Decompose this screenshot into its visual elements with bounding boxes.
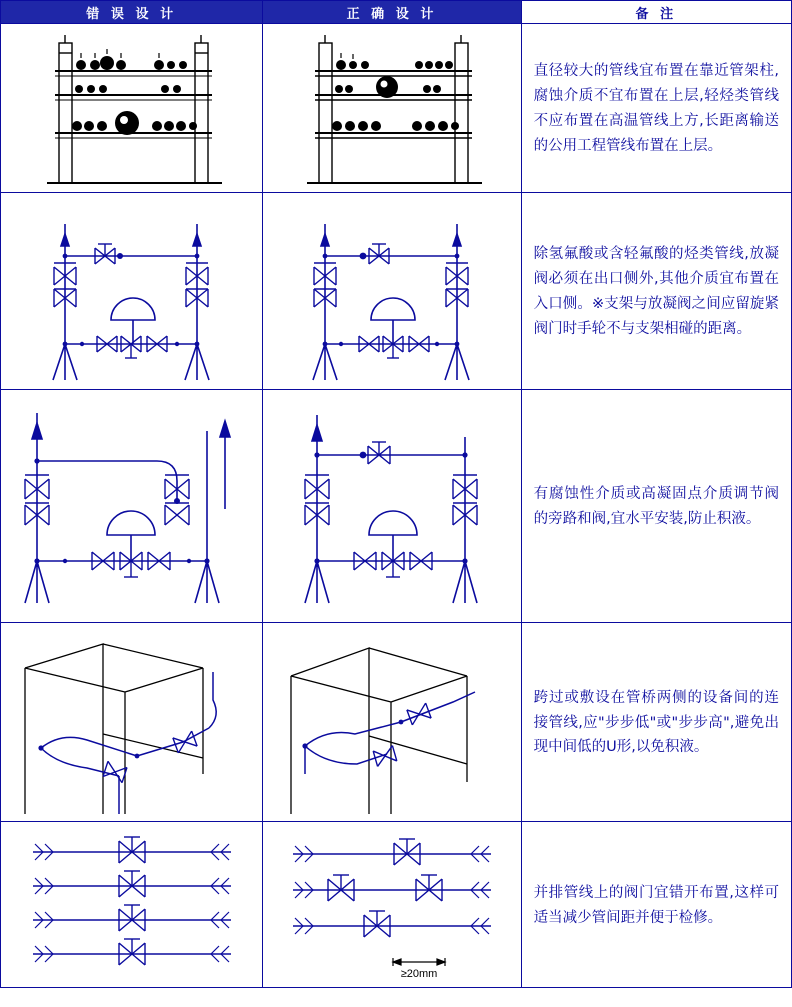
row5-wrong-diagram (1, 822, 263, 988)
row4-remark-cell (521, 623, 791, 822)
row3-remark-text: 有腐蚀性介质或高凝固点介质调节阀的旁路和阀,宜水平安装,防止积液。 (533, 486, 779, 527)
row2-correct-diagram (263, 193, 521, 390)
table-row (1, 822, 792, 988)
table-header-row (1, 1, 792, 24)
header-wrong-design: 错 误 设 计 (1, 1, 263, 24)
header-correct-design: 正 确 设 计 (263, 1, 521, 24)
table-row (1, 390, 792, 623)
row5-remark-text: 并排管线上的阀门宜错开布置,这样可适当减少管间距并便于检修。 (533, 884, 779, 926)
row1-correct-diagram (263, 24, 521, 193)
table-row (1, 623, 792, 822)
row2-remark-cell (521, 193, 791, 390)
row2-wrong-diagram (1, 193, 263, 390)
row1-wrong-diagram (1, 24, 263, 193)
row3-remark-cell (521, 390, 791, 623)
row5-correct-diagram (263, 822, 521, 988)
row4-correct-diagram (263, 623, 521, 822)
dimension-label: ≥20mm (400, 967, 438, 980)
row5-remark-cell (521, 822, 791, 988)
row2-remark-text: 除氢氟酸或含轻氟酸的烃类管线,放凝阀必须在出口侧外,其他介质宜布置在入口侧。※支架与放凝阀之间应留旋紧阀门时手轮不与支架相碰的距离。 (533, 246, 779, 337)
table-row (1, 193, 792, 390)
row4-remark-text: 跨过或敷设在管桥两侧的设备间的连接管线,应"步步低"或"步步高",避免出现中间低的U形,以免积液。 (533, 689, 779, 756)
row3-correct-diagram (263, 390, 521, 623)
header-remarks: 备 注 (521, 1, 791, 24)
row4-wrong-diagram (1, 623, 263, 822)
row1-remark-text: 直径较大的管线宜布置在靠近管架柱,腐蚀介质不宜布置在上层,轻烃类管线不应布置在高温管线上方,长距离输送的公用工程管线布置在上层。 (533, 63, 779, 154)
table-row (1, 24, 792, 193)
row1-remark-cell (521, 24, 791, 193)
row3-wrong-diagram (1, 390, 263, 623)
